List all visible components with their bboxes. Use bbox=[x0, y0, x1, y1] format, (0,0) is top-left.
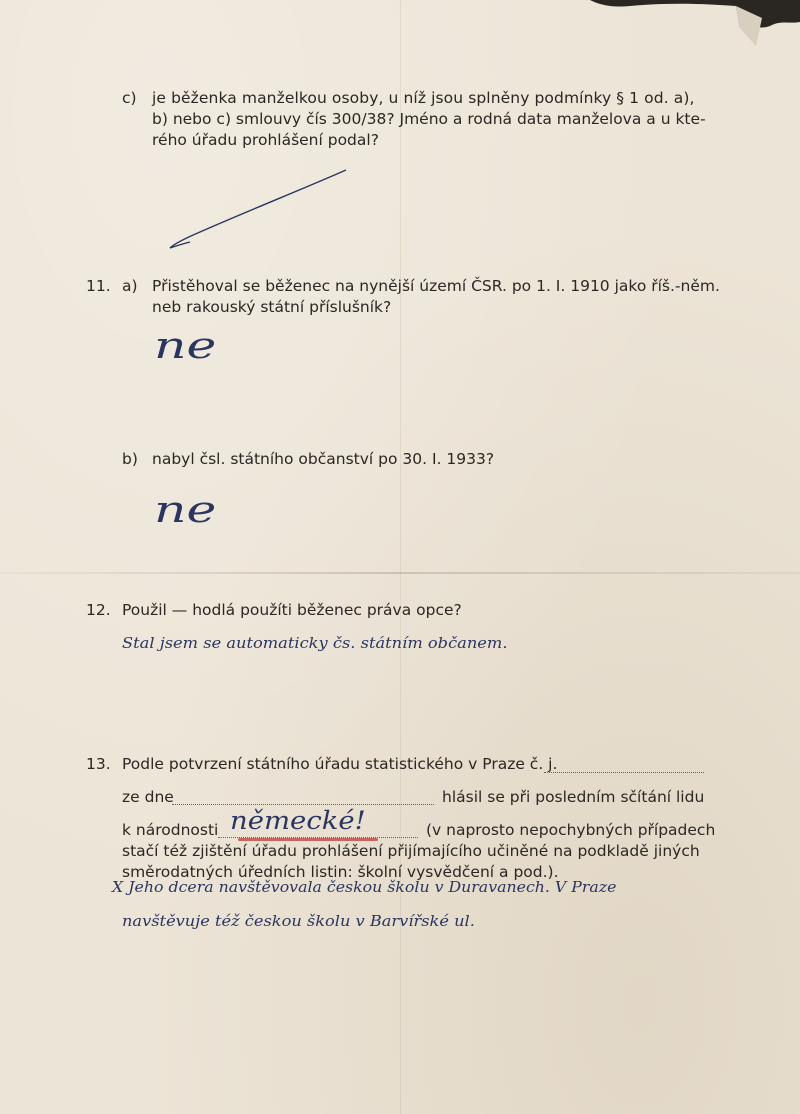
paper-fold-horizontal bbox=[0, 572, 800, 574]
paper-fold-vertical bbox=[400, 0, 401, 1114]
strike-line-drawing bbox=[160, 160, 360, 260]
q10c-line3: rého úřadu prohlášení podal? bbox=[152, 131, 379, 149]
q13-line3-prefix: k národnosti bbox=[122, 821, 219, 839]
q13-line3-suffix: (v naprosto nepochybných případech bbox=[426, 821, 716, 839]
q11-number: 11. bbox=[86, 277, 111, 295]
q11a-answer: ne bbox=[154, 326, 217, 367]
q12-number: 12. bbox=[86, 601, 111, 619]
q10c-line1: je běženka manželkou osoby, u níž jsou splněny podmínky § 1 od. a), bbox=[152, 89, 695, 107]
q11a-line1: Přistěhoval se běženec na nynější území ČSR. po 1. I. 1910 jako říš.-něm. bbox=[152, 277, 720, 295]
torn-corner bbox=[590, 0, 800, 60]
q13-line4: stačí též zjištění úřadu prohlášení přijímajícího učiněné na podkladě jiných bbox=[122, 842, 700, 860]
nationality-answer: německé! bbox=[230, 806, 366, 835]
q12-text: Použil — hodlá použíti běženec práva opce? bbox=[122, 601, 462, 619]
q11b-answer: ne bbox=[154, 490, 217, 531]
q13-line2-prefix: ze dne bbox=[122, 788, 174, 806]
q12-answer: Stal jsem se automaticky čs. státním občanem. bbox=[122, 636, 508, 652]
q13-note-line1: X Jeho dcera navštěvovala českou školu v Duravanech. V Praze bbox=[112, 878, 617, 896]
q13-line1: Podle potvrzení státního úřadu statistického v Praze č. j. bbox=[122, 755, 558, 773]
q13-line5: směrodatných úředních listin: školní vysvědčení a pod.). bbox=[122, 863, 559, 881]
q13-note-line2: navštěvuje též českou školu v Barvířské ul. bbox=[122, 912, 475, 930]
q13-line2-suffix: hlásil se při posledním sčítání lidu bbox=[442, 788, 705, 806]
q13-number: 13. bbox=[86, 755, 111, 773]
reference-number-field bbox=[544, 772, 704, 773]
date-field bbox=[172, 804, 434, 805]
q11b-label: b) bbox=[122, 450, 138, 468]
q11a-line2: neb rakouský státní příslušník? bbox=[152, 298, 392, 316]
q10c-line2: b) nebo c) smlouvy čís 300/38? Jméno a rodná data manželova a u kte- bbox=[152, 110, 706, 128]
q11b-text: nabyl čsl. státního občanství po 30. I. 1933? bbox=[152, 450, 495, 468]
q11a-label: a) bbox=[122, 277, 138, 295]
q10c-label: c) bbox=[122, 89, 137, 107]
